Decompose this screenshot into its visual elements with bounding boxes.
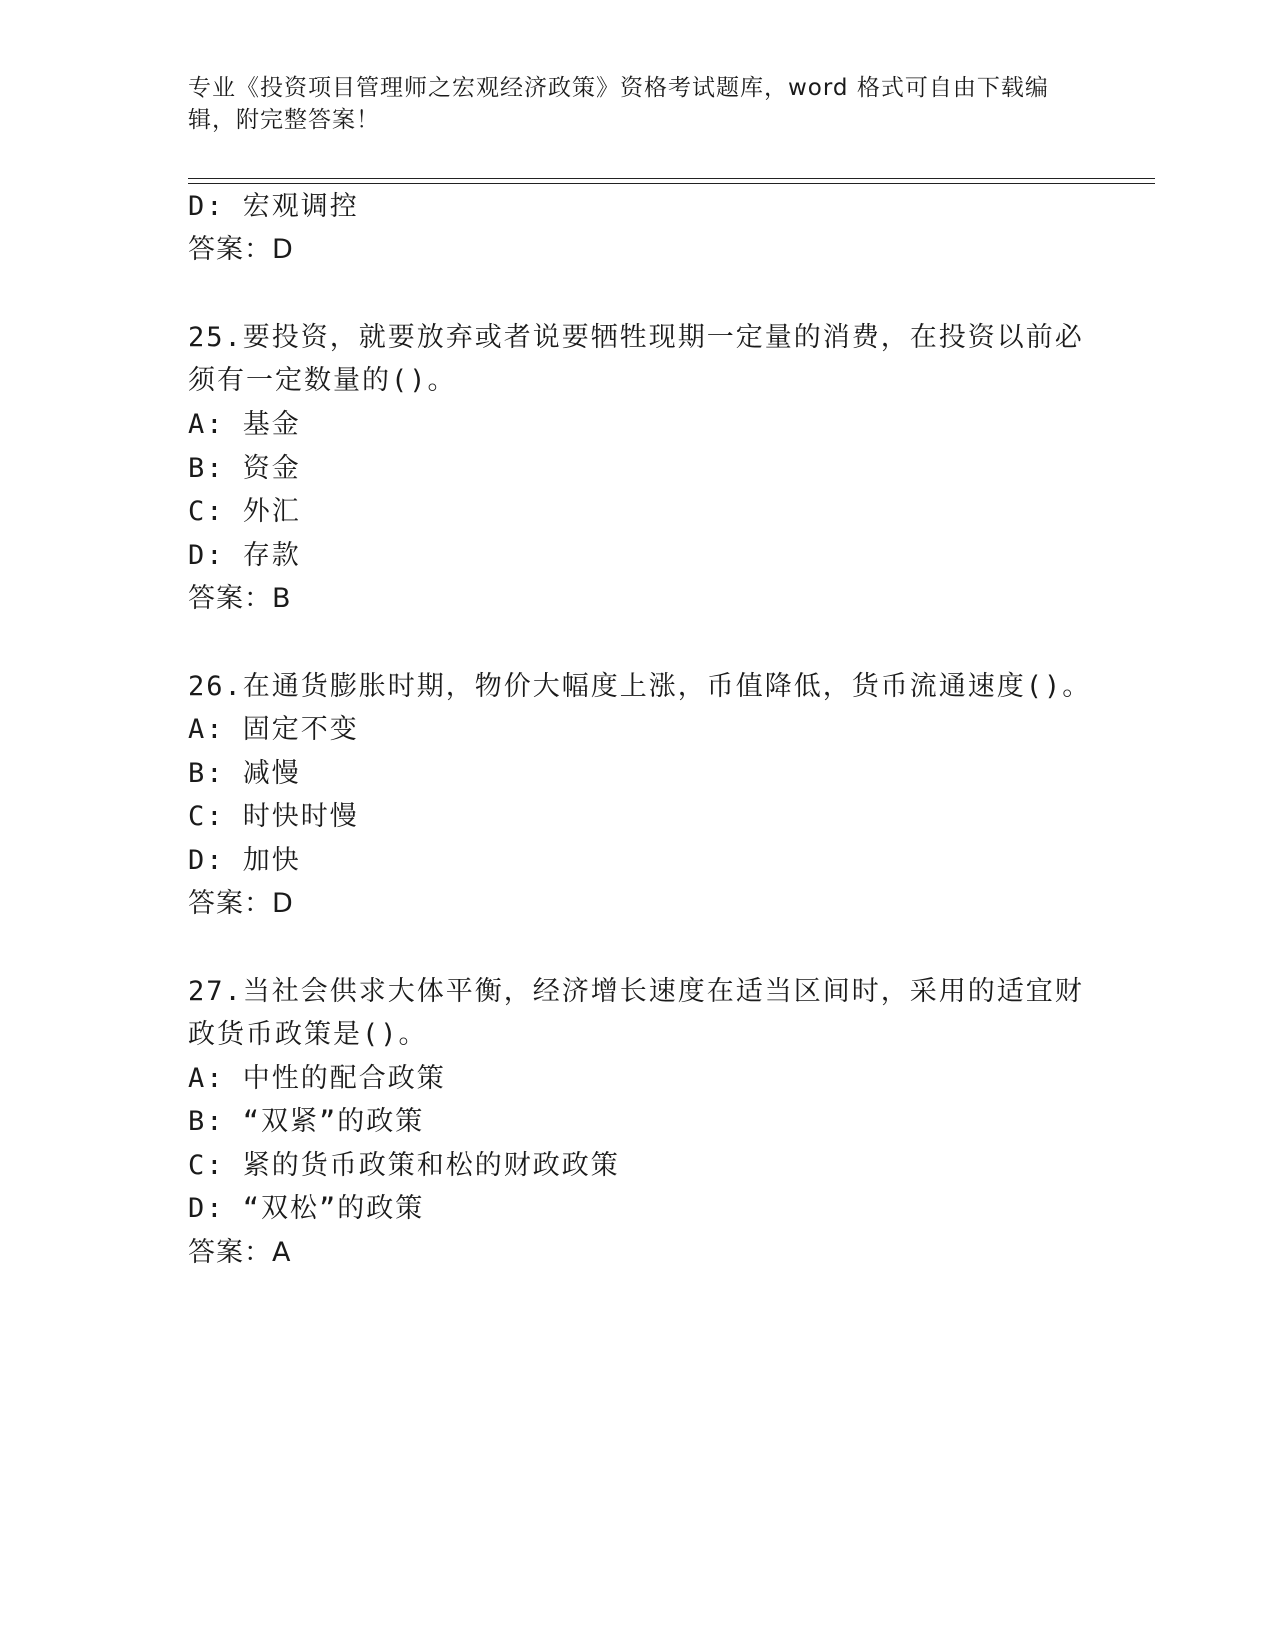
q27-stem-line-1: 27.当社会供求大体平衡，经济增长速度在适当区间时，采用的适宜财	[188, 976, 1084, 1007]
q26-stem-line-1: 26.在通货膨胀时期，物价大幅度上涨，币值降低，货币流通速度()。	[188, 671, 1092, 702]
q26-option-a: A: 固定不变	[188, 714, 359, 745]
prev-answer: 答案：D	[188, 234, 294, 265]
q25-stem-line-2: 须有一定数量的()。	[188, 365, 457, 396]
q27-answer: 答案：A	[188, 1237, 292, 1268]
q25-option-a: A: 基金	[188, 409, 301, 440]
prev-option-d: D: 宏观调控	[188, 191, 359, 222]
q25-stem-line-1: 25.要投资，就要放弃或者说要牺牲现期一定量的消费，在投资以前必	[188, 322, 1084, 353]
document-header	[188, 72, 1088, 136]
q25-option-d: D: 存款	[188, 540, 301, 571]
q27-option-a: A: 中性的配合政策	[188, 1063, 446, 1094]
q25-option-c: C: 外汇	[188, 496, 301, 527]
q26-answer: 答案：D	[188, 888, 294, 919]
q26-option-c: C: 时快时慢	[188, 801, 359, 832]
header-rule-top	[188, 178, 1155, 179]
q27-option-d: D: “双松”的政策	[188, 1193, 425, 1224]
q27-option-b: B: “双紧”的政策	[188, 1106, 425, 1137]
header-line-2: 辑，附完整答案！	[188, 107, 380, 133]
q27-stem-line-2: 政货币政策是()。	[188, 1019, 428, 1050]
q27-option-c: C: 紧的货币政策和松的财政政策	[188, 1150, 620, 1181]
q25-answer: 答案：B	[188, 583, 292, 614]
header-line-1: 专业《投资项目管理师之宏观经济政策》资格考试题库，word 格式可自由下载编	[188, 75, 1049, 101]
q25-option-b: B: 资金	[188, 453, 301, 484]
q26-option-d: D: 加快	[188, 845, 301, 876]
q26-option-b: B: 减慢	[188, 758, 301, 789]
header-rule-bottom	[188, 183, 1155, 184]
